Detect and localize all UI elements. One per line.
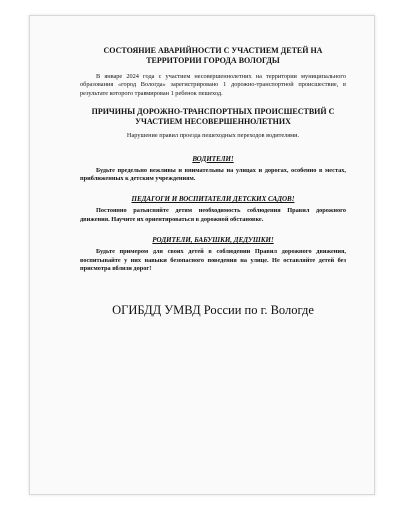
parents-text: Будьте примером для своих детей в соблюдении Правил дорожного движения, воспитывайте у них навыки безопасного поведения на улице. Не оставляйте детей без присмотра вблизи дорог! [80,248,346,273]
document-body [80,46,346,317]
causes-text: Нарушение правил проезда пешеходных переходов водителями. [126,132,300,140]
paper-sheet [29,15,375,495]
causes-title: ПРИЧИНЫ ДОРОЖНО-ТРАНСПОРТНЫХ ПРОИСШЕСТВИЙ С УЧАСТИЕМ НЕСОВЕРШЕННОЛЕТНИХ [91,107,335,127]
teachers-text: Постоянно разъясняйте детям необходимость соблюдения Правил дорожного движения. Научите их ориентироваться в дорожной обстановке. [80,207,346,223]
parents-heading: РОДИТЕЛИ, БАБУШКИ, ДЕДУШКИ! [152,236,274,245]
intro-paragraph: В январе 2024 года с участием несовершеннолетних на территории муниципального образования «город Вологда» зарегистрировано 1 дорожно-транспортной происшествие, в результате которого травмирован 1 ребенок пешеход. [80,73,346,97]
teachers-heading: ПЕДАГОГИ И ВОСПИТАТЕЛИ ДЕТСКИХ САДОВ! [131,195,295,204]
signature: ОГИБДД УМВД России по г. Вологде [112,303,314,318]
drivers-text: Будьте предельно вежливы и внимательны на улицах и дорогах, особенно в местах, приближенных к детским учреждениям. [80,166,346,183]
document-title: СОСТОЯНИЕ АВАРИЙНОСТИ С УЧАСТИЕМ ДЕТЕЙ НА ТЕРРИТОРИИ ГОРОДА ВОЛОГДЫ [103,46,323,65]
drivers-heading: ВОДИТЕЛИ! [192,154,234,163]
